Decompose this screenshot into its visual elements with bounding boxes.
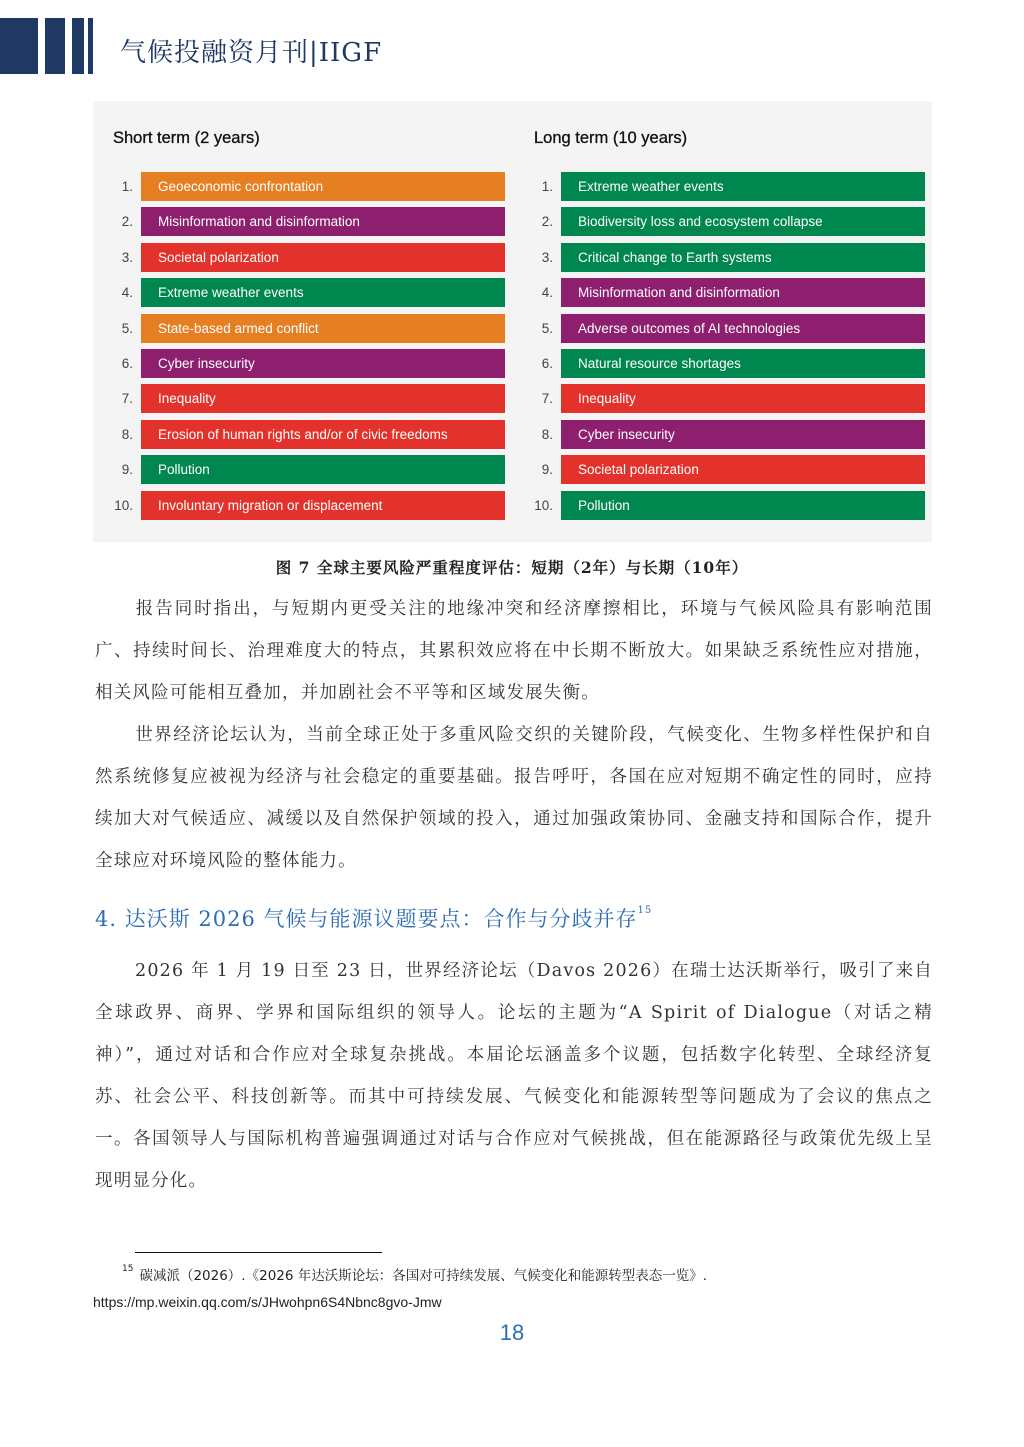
- page-number: 18: [499, 1320, 525, 1345]
- logo-bar: [45, 18, 65, 74]
- risk-rank: 2.: [541, 214, 553, 230]
- risk-bar-environmental: Pollution: [141, 455, 505, 484]
- risk-bar-environmental: Pollution: [561, 491, 925, 520]
- paragraph-3: [95, 950, 933, 1202]
- risk-bar-environmental: Extreme weather events: [561, 172, 925, 201]
- footnote-divider: [135, 1252, 382, 1253]
- risk-rank: 5.: [541, 320, 553, 336]
- footnote: [122, 1264, 707, 1284]
- risk-rank: 8.: [541, 426, 553, 442]
- risk-bar-technological: Cyber insecurity: [141, 349, 505, 378]
- paragraph-1: [95, 588, 933, 714]
- risk-bar-societal: Societal polarization: [561, 455, 925, 484]
- short-term-title: Short term (2 years): [113, 129, 260, 147]
- risk-rank: 5.: [121, 320, 133, 336]
- risk-rank: 6.: [121, 356, 133, 371]
- risk-rank: 9.: [541, 462, 553, 478]
- risk-bar-technological: Cyber insecurity: [561, 420, 925, 449]
- section-heading-text: 4. 达沃斯 2026 气候与能源议题要点：合作与分歧并存: [95, 907, 638, 931]
- risk-rank: 6.: [541, 356, 553, 371]
- logo-bar: [72, 18, 84, 74]
- risk-bar-societal: Erosion of human rights and/or of civic freedoms: [141, 420, 505, 449]
- risk-rank: 10.: [534, 497, 553, 513]
- footnote-number: 15: [122, 1264, 134, 1274]
- risk-rank: 4.: [121, 285, 133, 301]
- risk-bar-societal: Societal polarization: [141, 243, 505, 272]
- risk-bar-technological: Misinformation and disinformation: [141, 207, 505, 236]
- risk-rank: 3.: [541, 249, 553, 265]
- risk-bar-geopolitical: State-based armed conflict: [141, 314, 505, 343]
- risk-rank: 1.: [121, 179, 133, 194]
- logo-bar: [88, 18, 93, 74]
- risk-rank: 1.: [541, 179, 553, 194]
- risk-bar-environmental: Extreme weather events: [141, 278, 505, 307]
- risk-bar-environmental: Natural resource shortages: [561, 349, 925, 378]
- risk-bar-technological: Adverse outcomes of AI technologies: [561, 314, 925, 343]
- long-term-title: Long term (10 years): [534, 129, 688, 147]
- paragraph-2: [95, 714, 933, 882]
- risk-rank: 7.: [541, 391, 553, 407]
- risk-rank: 7.: [121, 391, 133, 407]
- section-heading: [95, 903, 652, 933]
- footnote-text: 碳减派（2026）.《2026 年达沃斯论坛：各国对可持续发展、气候变化和能源转型表态一览》.: [139, 1268, 708, 1284]
- risk-rank: 10.: [114, 497, 133, 513]
- risk-bar-technological: Misinformation and disinformation: [561, 278, 925, 307]
- risk-rank: 8.: [121, 426, 133, 442]
- footnote-ref[interactable]: 15: [637, 905, 653, 916]
- risk-bar-environmental: Critical change to Earth systems: [561, 243, 925, 272]
- risk-rank: 2.: [121, 214, 133, 230]
- risk-ranking-figure: [93, 101, 932, 542]
- risk-bar-societal: Inequality: [141, 384, 505, 413]
- paragraph-1-text: 报告同时指出，与短期内更受关注的地缘冲突和经济摩擦相比，环境与气候风险具有影响范围广、持续时间长、治理难度大的特点，其累积效应将在中长期不断放大。如果缺乏系统性应对措施，相关风险可能相互叠加，并加剧社会不平等和区域发展失衡。: [95, 599, 933, 703]
- risk-bar-geopolitical: Geoeconomic confrontation: [141, 172, 505, 201]
- risk-rank: 4.: [541, 285, 553, 301]
- risk-bar-societal: Inequality: [561, 384, 925, 413]
- risk-bar-societal: Involuntary migration or displacement: [141, 491, 505, 520]
- paragraph-3-text: 2026 年 1 月 19 日至 23 日，世界经济论坛（Davos 2026）在瑞士达沃斯举行，吸引了来自全球政界、商界、学界和国际组织的领导人。论坛的主题为“A Spirit of Dialogue（对话之精神）”，通过对话和合作应对全球复杂挑战。本届论坛涵盖多个议题，包括数字化转型、全球经济复苏、社会公平、科技创新等。而其中可持续发展、气候变化和能源转型等问题成为了会议的焦点之一。各国领导人与国际机构普遍强调通过对话与合作应对气候挑战，但在能源路径与政策优先级上呈现明显分化。: [95, 961, 933, 1191]
- risk-rank: 9.: [121, 462, 133, 478]
- paragraph-2-text: 世界经济论坛认为，当前全球正处于多重风险交织的关键阶段，气候变化、生物多样性保护和自然系统修复应被视为经济与社会稳定的重要基础。报告呼吁，各国在应对短期不确定性的同时，应持续加大对气候适应、减缓以及自然保护领域的投入，通过加强政策协同、金融支持和国际合作，提升全球应对环境风险的整体能力。: [95, 725, 933, 871]
- footnote-url[interactable]: https://mp.weixin.qq.com/s/JHwohpn6S4Nbnc8gvo-Jmw: [93, 1294, 442, 1310]
- logo-bar: [0, 18, 38, 74]
- figure-caption: 图 7 全球主要风险严重程度评估：短期（2年）与长期（10年）: [275, 558, 749, 577]
- journal-title: 气候投融资月刊|IIGF: [120, 38, 383, 68]
- risk-rank: 3.: [121, 249, 133, 265]
- risk-bar-environmental: Biodiversity loss and ecosystem collapse: [561, 207, 925, 236]
